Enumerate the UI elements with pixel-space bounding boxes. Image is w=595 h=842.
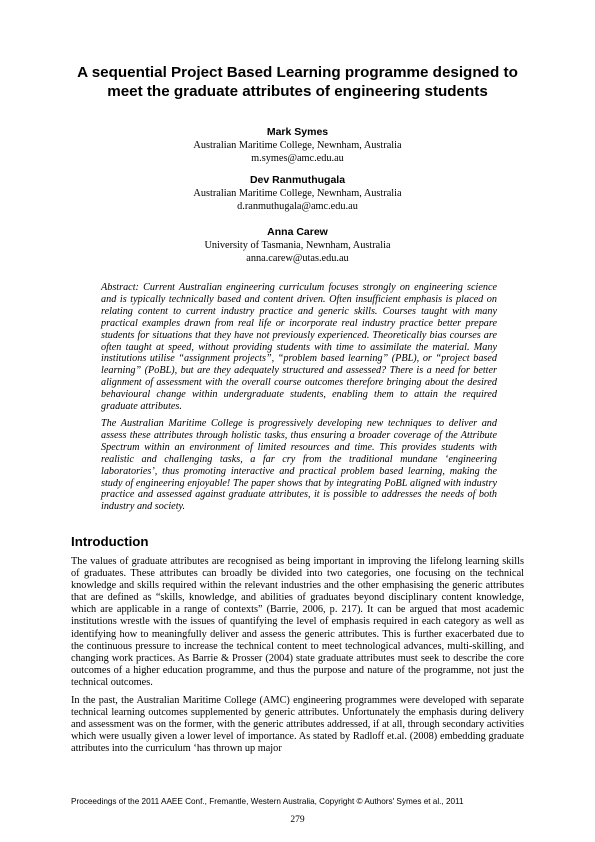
author-email: anna.carew@utas.edu.au xyxy=(246,253,349,264)
author-affiliation: University of Tasmania, Newnham, Australia xyxy=(204,240,391,251)
page-number: 279 xyxy=(290,815,305,825)
introduction-body xyxy=(71,556,524,762)
author-email: m.symes@amc.edu.au xyxy=(251,153,344,164)
body-paragraph-1: The values of graduate attributes are recognised as being important in improving the lifelong learning skills of graduates. These attributes can broadly be divided into two categories, one focusing on the technical knowledge and skills required within the relevant industries and the other emphasising the generic attributes that are defined as “skills, knowledge, and abilities of graduates beyond disciplinary content knowledge, which are applicable in a range of contexts” (Barrie, 2006, p. 217). It can be argued that most academic institutions wrestle with the issues of quantifying the level of emphasis required in each category as well as identifying how to meaningfully deliver and assess the generic attributes. This is further exacerbated due to the continuous pressure to increase the technical content to meet technological advances, multi-skilling, and changing work practices. As Barrie & Prosser (2004) state graduate attributes must seek to describe the core outcomes of a higher education programme, and thus the purpose and nature of the programme, not just the technical outcomes. xyxy=(71,556,524,688)
page-footer: Proceedings of the 2011 AAEE Conf., Fremantle, Western Australia, Copyright © Authors' Symes et al., 2011 xyxy=(71,797,464,806)
paper-title: A sequential Project Based Learning programme designed to meet the graduate attributes of engineering students xyxy=(77,64,518,100)
author-block-3 xyxy=(60,226,535,265)
abstract-label: Abstract xyxy=(101,282,136,293)
abstract-paragraph-2: The Australian Maritime College is progressively developing new techniques to deliver and assess these attributes through holistic tasks, thus ensuring a broader coverage of the Attribute Spectrum within an environment of limited resources and time. This provides students with realistic and challenging tasks, a far cry from the traditional mundane ‘engineering laboratories’, thus promoting interactive and practical problem based learning, making the study of engineering enjoyable! The paper shows that by integrating PoBL aligned with industry practice and assessed against graduate attributes, it is possible to addresses the needs of both industry and society. xyxy=(101,417,497,513)
author-name: Mark Symes xyxy=(266,126,329,138)
author-email: d.ranmuthugala@amc.edu.au xyxy=(237,201,358,212)
abstract-text-1: Current Australian engineering curriculum focuses strongly on engineering science and is typically technically based and content driven. Often insufficient emphasis is placed on relating content to current industry practice and generic skills. Courses taught with many practical examples drawn from real life or incorporate real industry practice better prepare students for situations that they have not previously experienced. Theoretically bias courses are often taught at speed, without providing students with time to assimilate the material. Many institutions utilise “assignment projects”, “problem based learning” (PBL), or “project based learning” (PoBL), but are they adequately structured and assessed? There is a need for better alignment of assessment with the overall course outcomes therefore bringing about the desired behavioural change within undergraduate students, enabling them to attain the required graduate attributes. xyxy=(101,282,497,413)
author-affiliation: Australian Maritime College, Newnham, Australia xyxy=(193,140,402,151)
author-block-1 xyxy=(60,126,535,165)
body-paragraph-2: In the past, the Australian Maritime College (AMC) engineering programmes were developed with separate technical learning outcomes supplemented by generic attributes. Unfortunately the emphasis during delivery and assessment was on the former, with the generic attributes addressed, if at all, through secondary activities which were usually given a lower level of importance. As stated by Radloff et.al. (2008) embedding graduate attributes into the curriculum ‘has thrown up major xyxy=(71,695,524,755)
section-heading-introduction: Introduction xyxy=(71,534,149,549)
author-affiliation: Australian Maritime College, Newnham, Australia xyxy=(193,188,402,199)
author-block-2 xyxy=(60,174,535,213)
author-name: Dev Ranmuthugala xyxy=(249,174,346,186)
abstract-paragraph-1: Abstract: Current Australian engineering curriculum focuses strongly on engineering science and is typically technically based and content driven. Often insufficient emphasis is placed on relating content to current industry practice and generic skills. Courses taught with many practical examples drawn from real life or incorporate real industry practice better prepare students for situations that they have not previously experienced. Theoretically bias courses are often taught at speed, without providing students with time to assimilate the material. Many institutions utilise “assignment projects”, “problem based learning” (PBL), or “project based learning” (PoBL), but are they adequately structured and assessed? There is a need for better alignment of assessment with the overall course outcomes therefore bringing about the desired behavioural change within undergraduate students, enabling them to attain the required graduate attributes. xyxy=(101,282,497,413)
author-name: Anna Carew xyxy=(267,226,328,238)
abstract xyxy=(101,282,497,518)
